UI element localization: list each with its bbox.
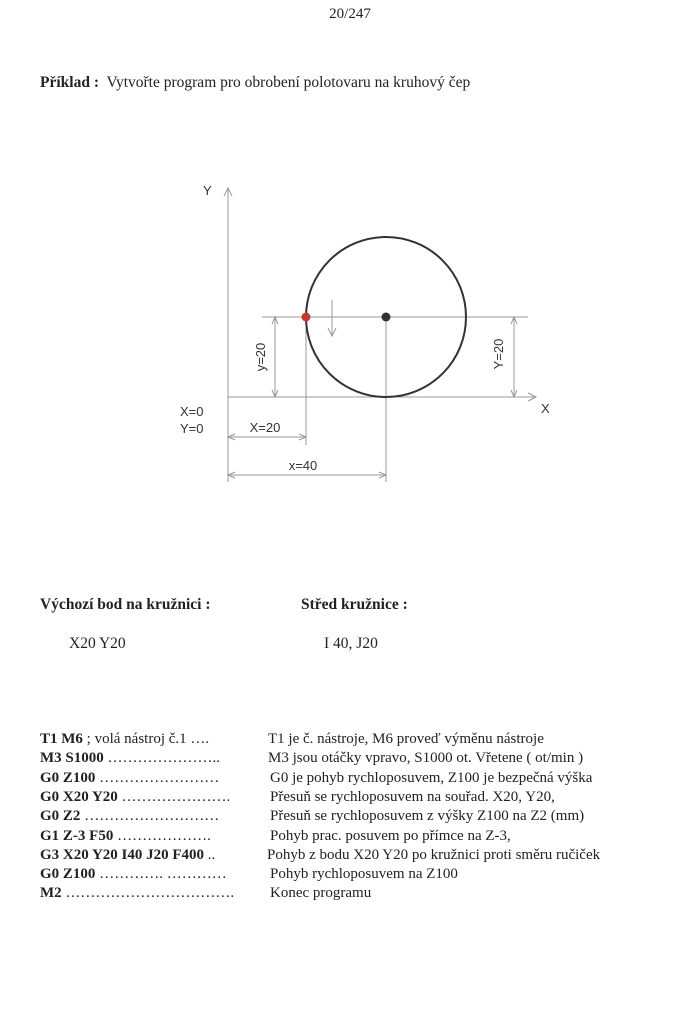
program-description: Přesuň se rychloposuvem z výšky Z100 na Z2 (mm) [270,808,585,825]
program-command: M2 [40,885,62,902]
program-separator: …………………. [117,788,231,805]
program-line [40,808,680,825]
program-description: Pohyb prac. posuvem po přímce na Z-3, [270,827,511,844]
program-separator: ……………………………. [61,885,235,902]
program-separator: …………………… [95,769,220,786]
program-line [40,847,680,864]
program-line [40,750,680,767]
center-point-marker [382,313,391,322]
dim-x20-label: X=20 [249,420,281,435]
program-description: Konec programu [270,885,372,902]
start-point-label: Výchozí bod na kružnici : [40,596,211,613]
origin-y-label: Y=0 [180,421,204,436]
program-separator: ………………. [113,827,211,844]
program-separator: ………………….. [103,750,220,767]
program-command: G0 Z100 [40,769,96,786]
center-label: Střed kružnice : [301,596,408,613]
program-line [40,828,680,845]
start-point-value: X20 Y20 [69,635,126,652]
program-command: G3 X20 Y20 I40 J20 F400 [40,846,205,863]
program-line [40,866,680,883]
dim-x40-label: x=40 [288,458,318,473]
program-description: Přesuň se rychloposuvem na souřad. X20, Y20, [270,788,555,805]
program-description: Pohyb z bodu X20 Y20 po kružnici proti směru ručiček [267,846,601,863]
program-separator: .. [204,846,216,863]
origin-x-label: X=0 [180,404,204,419]
dim-y-right-label: Y=20 [491,338,506,370]
program-description: T1 je č. nástroje, M6 proveď výměnu nástroje [268,731,544,747]
program-description: G0 je pohyb rychloposuvem, Z100 je bezpečná výška [270,769,593,786]
example-text: Vytvořte program pro obrobení polotovaru na kruhový čep [106,74,471,91]
axis-y-label: Y [203,183,212,198]
example-label: Příklad : [40,74,99,91]
program-command: G0 X20 Y20 [40,788,118,805]
program-description: Pohyb rychloposuvem na Z100 [270,866,458,883]
axis-x-label: X [541,401,550,416]
program-separator: ; volá nástroj č.1 …. [82,731,210,747]
program-separator: ……………………… [80,808,220,825]
program-command: G1 Z-3 F50 [40,827,114,844]
start-point-marker [302,313,311,322]
program-command: M3 S1000 [40,750,104,767]
program-line [40,885,680,902]
program-description: M3 jsou otáčky vpravo, S1000 ot. Vřetene ( ot/min ) [268,750,584,767]
program-command: G0 Z2 [40,808,81,825]
program-command: T1 M6 [40,731,83,747]
center-value: I 40, J20 [324,635,378,652]
program-line [40,789,680,806]
program-separator: …………. ………… [95,866,227,883]
program-command: G0 Z100 [40,866,96,883]
program-line [40,770,680,787]
dim-y-left-label: y=20 [253,342,268,372]
page-number: 20/247 [329,6,371,22]
program-line [40,731,680,748]
